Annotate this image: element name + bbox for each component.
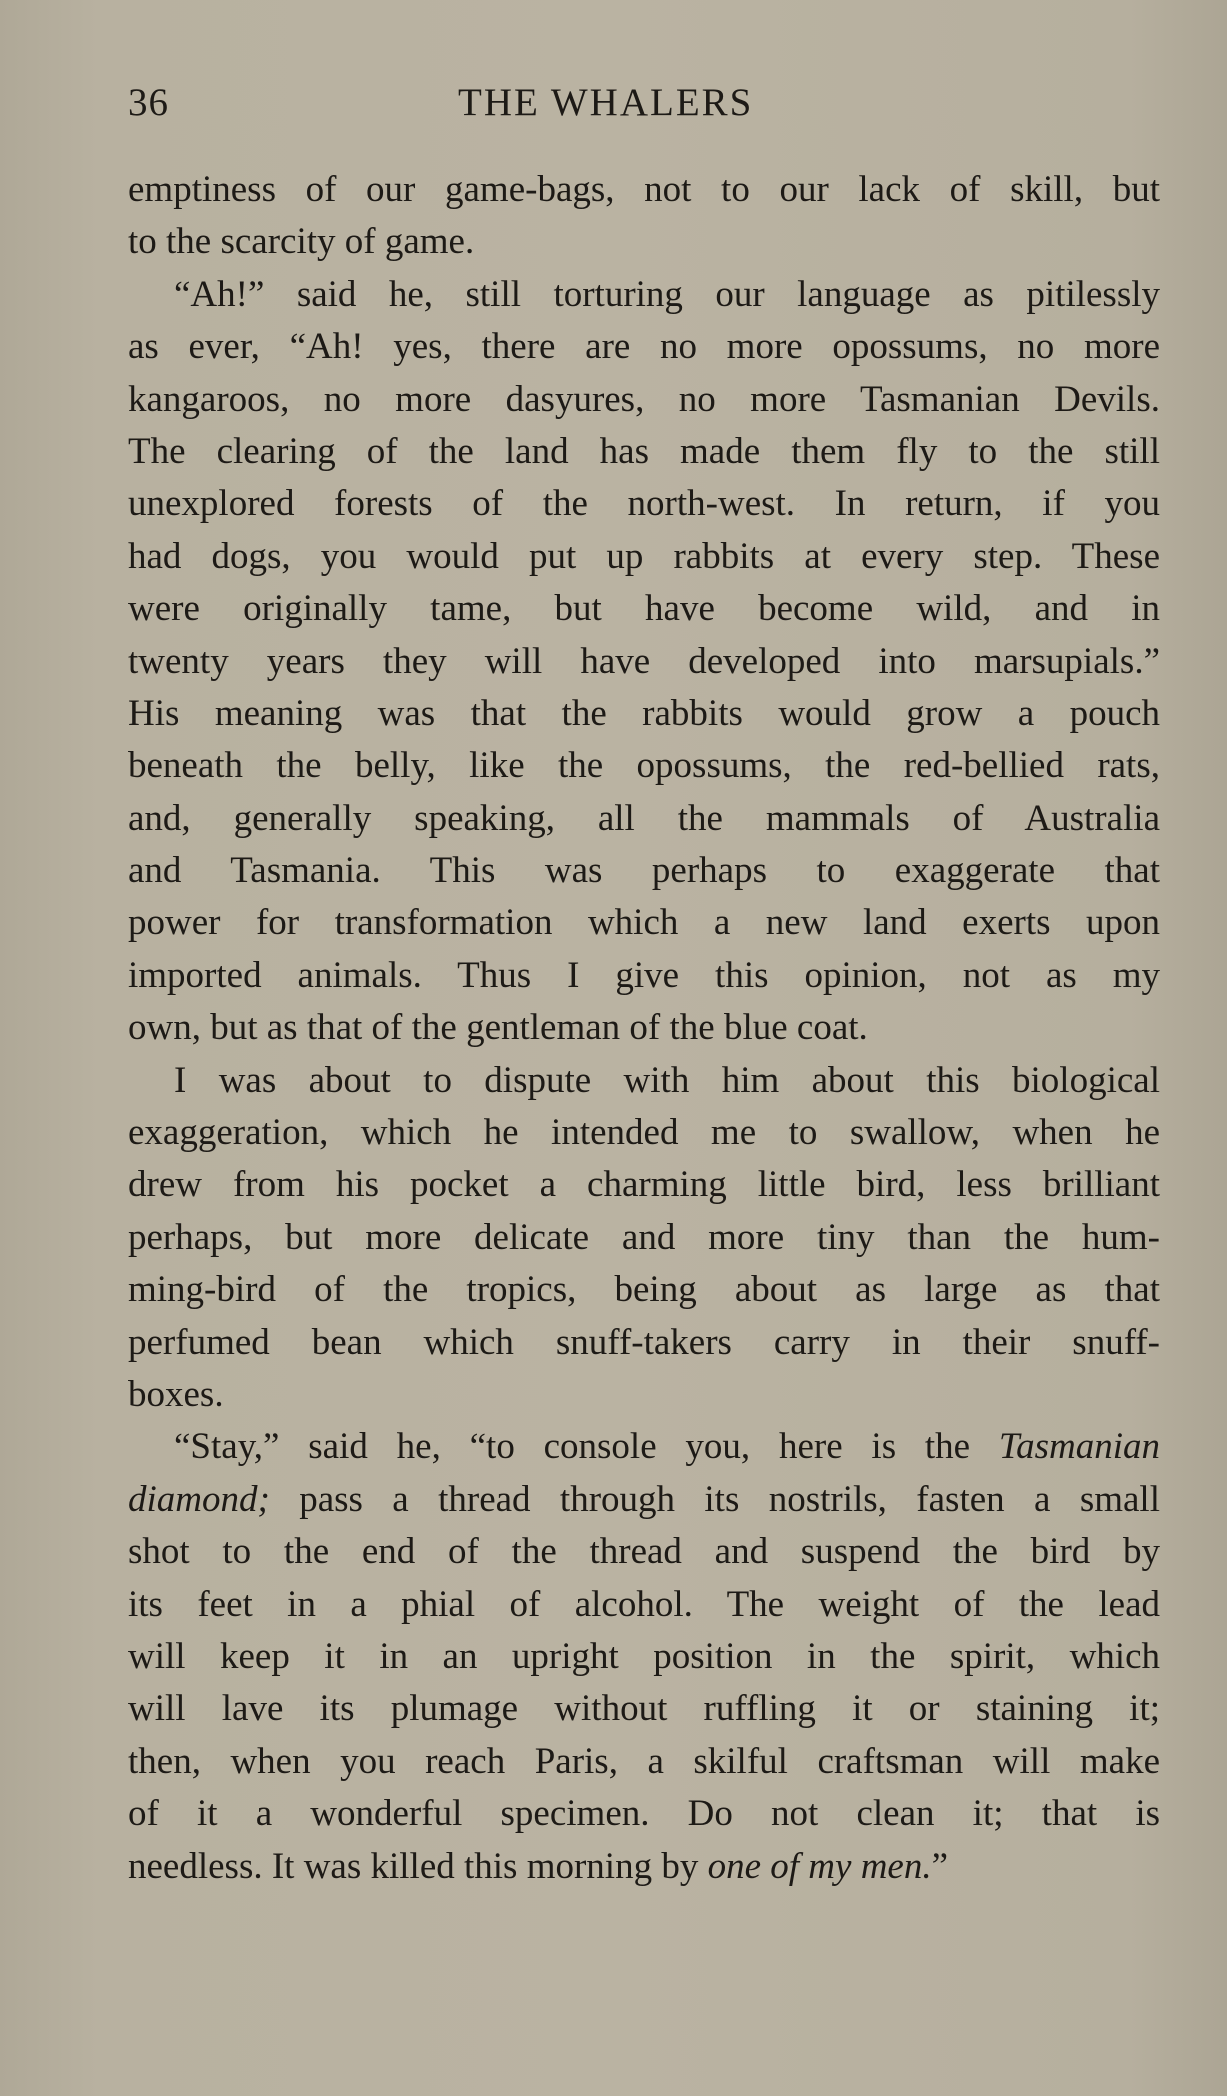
text-line: power for transformation which a new land exerts upon xyxy=(128,902,1160,944)
body-text xyxy=(128,164,1160,1893)
text-line: own, but as that of the gentleman of the blue coat. xyxy=(128,1007,868,1049)
text-line xyxy=(128,1841,1160,1893)
page-header xyxy=(128,80,1160,132)
text-line: boxes. xyxy=(128,1373,224,1415)
text-line: drew from his pocket a charming little bird, less brilliant xyxy=(128,1164,1160,1206)
text-line: will lave its plumage without ruffling it or staining it; xyxy=(128,1688,1160,1730)
text-line: as ever, “Ah! yes, there are no more opossums, no more xyxy=(128,326,1160,368)
text-segment: “Stay,” said he, “to console you, here is the xyxy=(174,1426,999,1468)
text-line: shot to the end of the thread and suspend the bird by xyxy=(128,1531,1160,1573)
text-line: ming-bird of the tropics, being about as large as that xyxy=(128,1269,1160,1311)
text-line: kangaroos, no more dasyures, no more Tasmanian Devils. xyxy=(128,378,1160,420)
italic-text: diamond; xyxy=(128,1478,270,1520)
text-line: will keep it in an upright position in the spirit, which xyxy=(128,1635,1160,1677)
text-line: of it a wonderful specimen. Do not clean it; that is xyxy=(128,1793,1160,1835)
text-line: then, when you reach Paris, a skilful craftsman will make xyxy=(128,1740,1160,1782)
text-line: twenty years they will have developed into marsupials.” xyxy=(128,640,1160,682)
text-line: its feet in a phial of alcohol. The weight of the lead xyxy=(128,1583,1160,1625)
text-line: imported animals. Thus I give this opinion, not as my xyxy=(128,954,1160,996)
text-line: I was about to dispute with him about this biological xyxy=(174,1059,1160,1101)
text-line: perhaps, but more delicate and more tiny than the hum- xyxy=(128,1216,1160,1258)
text-line: The clearing of the land has made them fly to the still xyxy=(128,430,1160,472)
text-line: exaggeration, which he intended me to swallow, when he xyxy=(128,1112,1160,1154)
text-line xyxy=(128,1474,1160,1526)
text-line: beneath the belly, like the opossums, the red-bellied rats, xyxy=(128,745,1160,787)
text-line: emptiness of our game-bags, not to our lack of skill, but xyxy=(128,169,1160,210)
text-segment: needless. It was killed this morning by xyxy=(128,1845,708,1887)
text-segment: pass a thread through its nostrils, fasten a small xyxy=(269,1478,1160,1520)
page-number: 36 xyxy=(128,81,169,124)
text-line: were originally tame, but have become wild, and in xyxy=(128,588,1160,630)
text-segment: ” xyxy=(931,1845,949,1887)
text-line: “Ah!” said he, still torturing our language as pitilessly xyxy=(174,273,1160,315)
text-line: His meaning was that the rabbits would grow a pouch xyxy=(128,692,1160,734)
text-line: unexplored forests of the north-west. In return, if you xyxy=(128,483,1160,525)
italic-text: one of my men. xyxy=(707,1845,932,1887)
text-line: had dogs, you would put up rabbits at every step. These xyxy=(128,535,1160,577)
text-line: perfumed bean which snuff-takers carry in their snuff- xyxy=(128,1321,1160,1363)
text-line xyxy=(128,1421,1160,1473)
italic-text: Tasmanian xyxy=(998,1426,1160,1468)
text-line: and Tasmania. This was perhaps to exaggerate that xyxy=(128,850,1160,892)
text-line: and, generally speaking, all the mammals of Australia xyxy=(128,797,1160,839)
running-head: THE WHALERS xyxy=(458,81,754,124)
text-line: to the scarcity of game. xyxy=(128,221,475,263)
